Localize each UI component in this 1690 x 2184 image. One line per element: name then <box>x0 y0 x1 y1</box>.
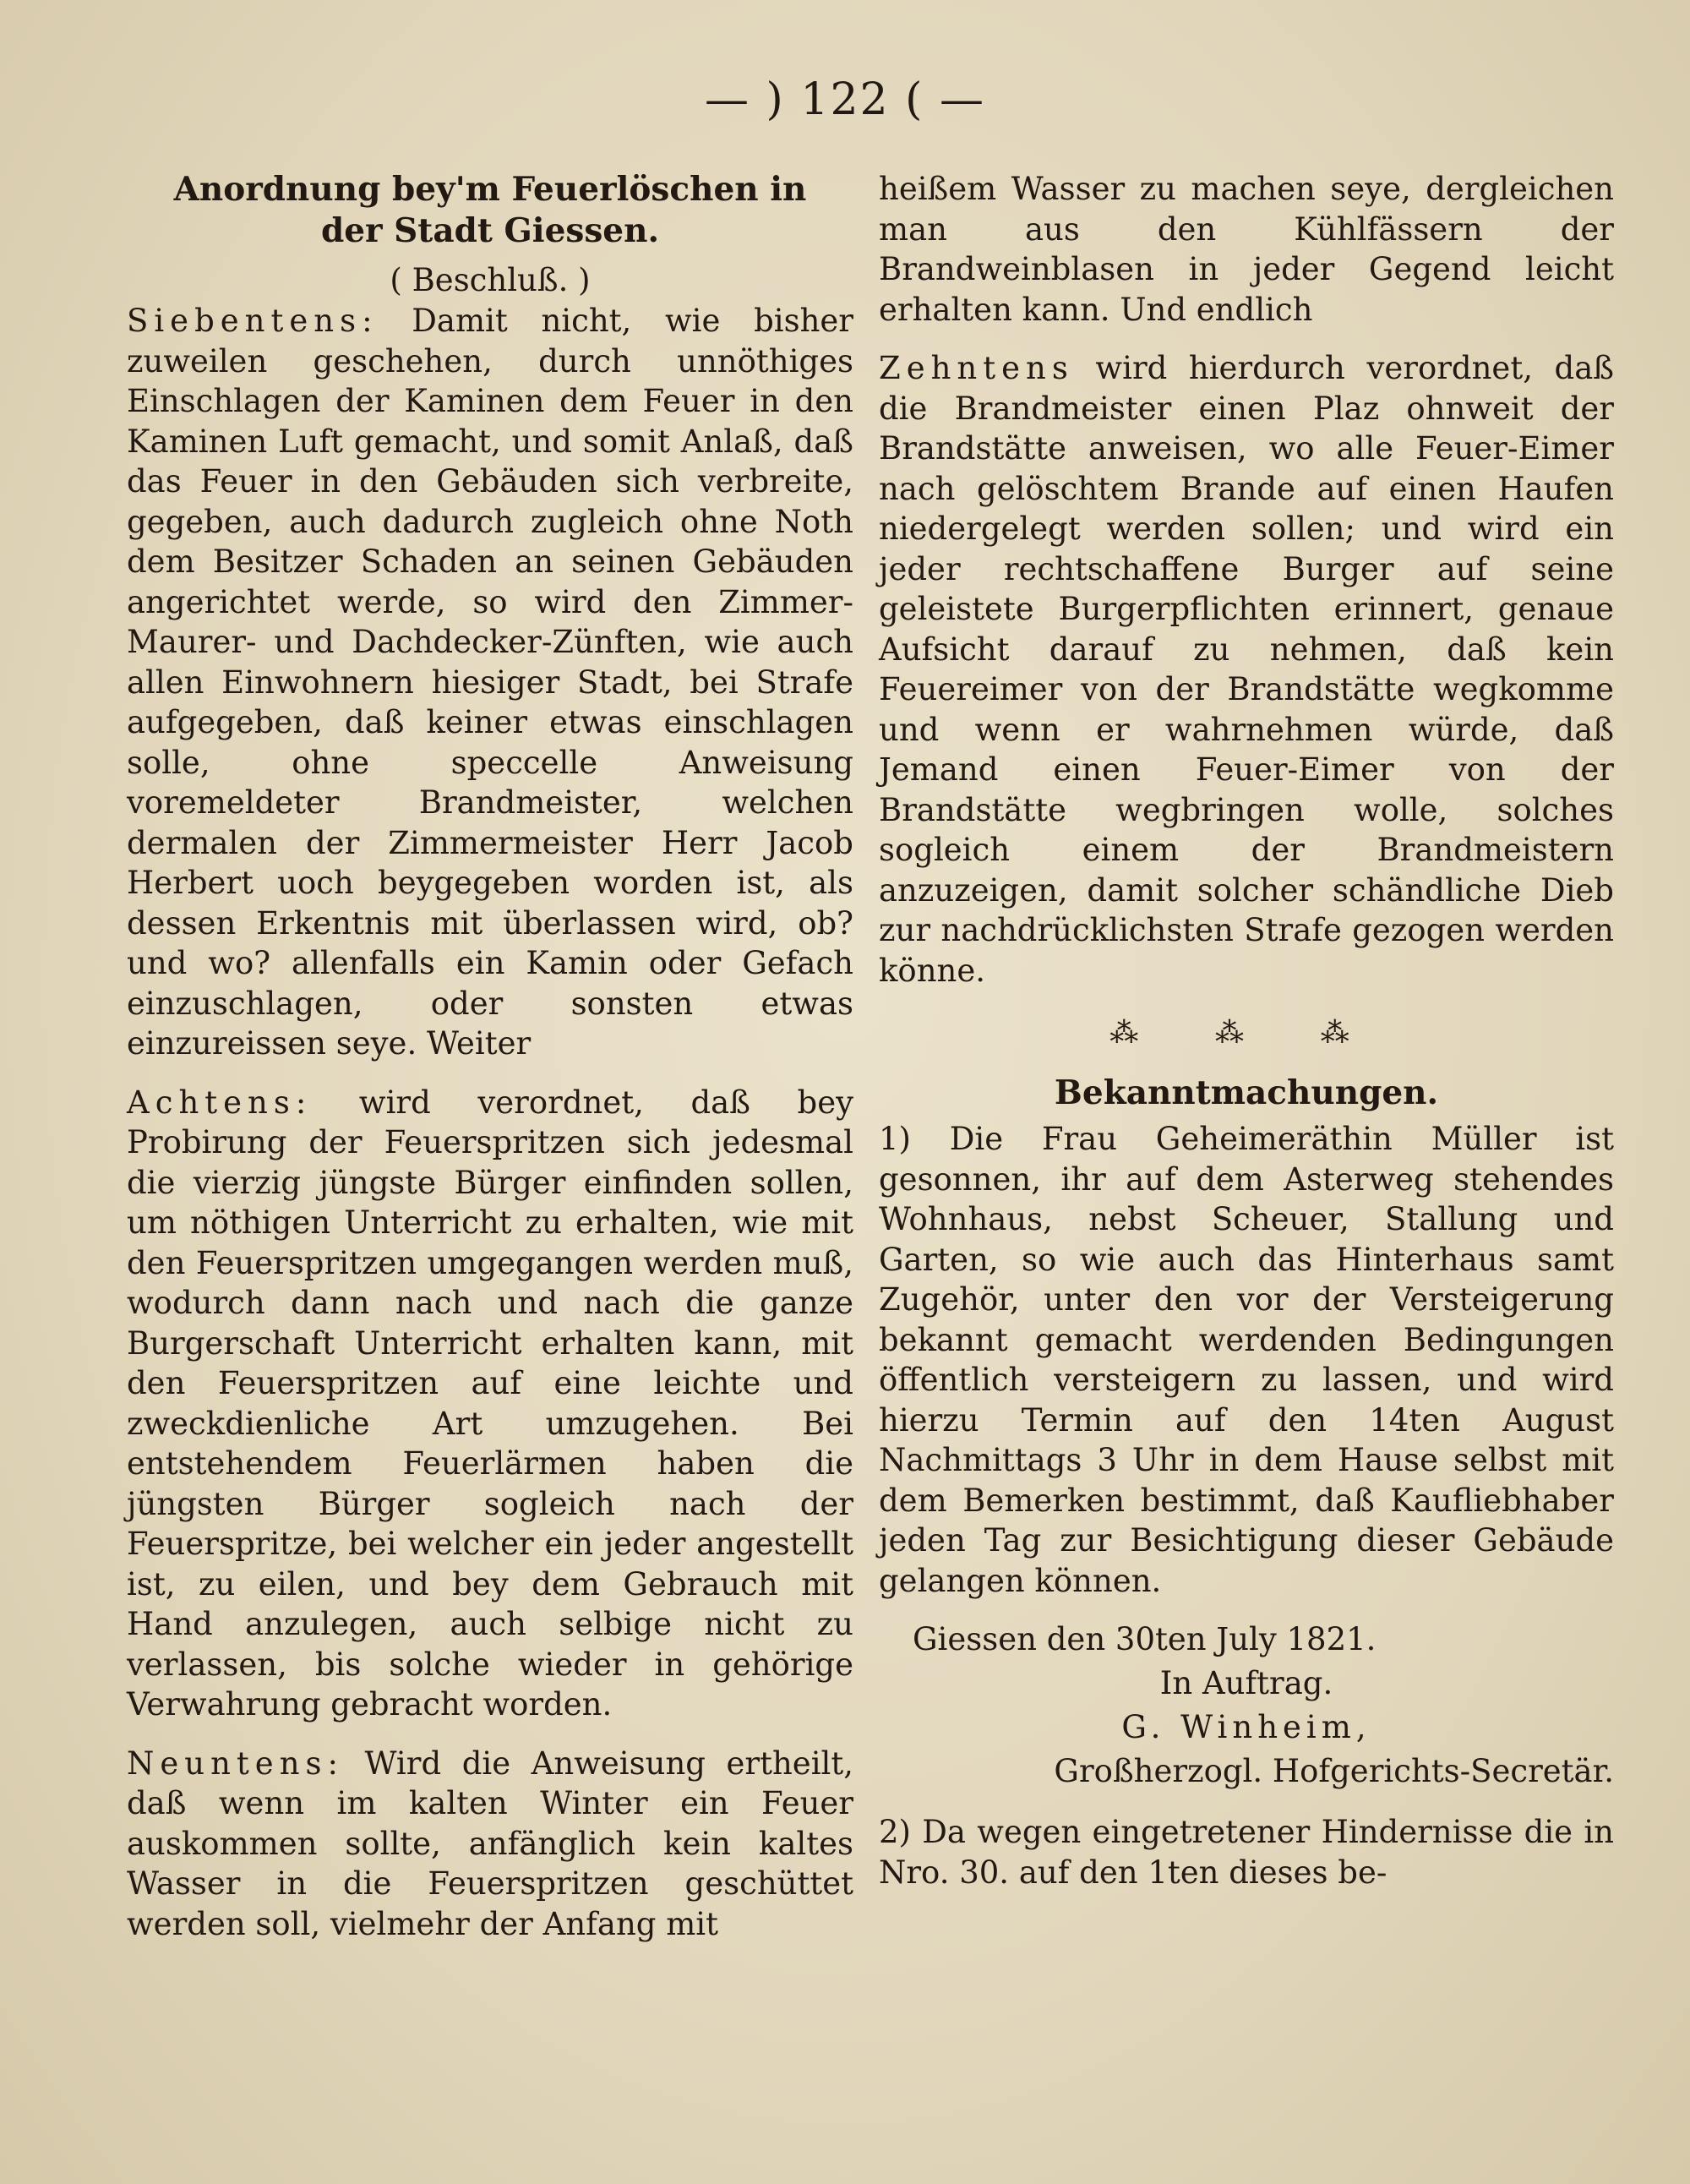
article-subheading: ( Beschluß. ) <box>390 262 591 298</box>
paragraph-neuntens <box>127 1744 853 1945</box>
announcement-1-date: Giessen den 30ten July 1821. <box>913 1621 1377 1657</box>
section-title-bekanntmachungen: Bekanntmachungen. <box>1054 1073 1439 1112</box>
announcement-1-signatory: G. Winheim, <box>1121 1709 1371 1745</box>
article-heading-line-1: Anordnung bey'm Feuerlöschen in <box>173 170 807 209</box>
paragraph-lead-siebentens: Siebentens: <box>127 303 379 339</box>
paragraph-continuation: heißem Wasser zu machen seye, dergleichen man aus den Kühlfässern der Brandweinblasen in jeder Gegend leicht erhalten kann. Und endlich <box>879 171 1614 328</box>
ornament-divider: ⁂ ⁂ ⁂ <box>1109 1016 1383 1050</box>
paragraph-siebentens <box>127 301 853 1064</box>
paragraph-text-achtens: wird verordnet, daß bey Probirung der Feuerspritzen sich jedesmal die vierzig jüngste Bürger einfinden sollen, um nöthigen Unterricht zu erhalten, wie mit den Feuerspritzen umgegangen werden muß, wodurch dann nach und nach die ganze Burgerschaft Unterricht erhalten kann, mit den Feuerspritzen auf eine leichte und zweckdienliche Art umzugehen. Bei entstehendem Feuerlärmen haben die jüngsten Bürger sogleich nach der Feuerspritze, bei welcher ein jeder angestellt ist, zu eilen, und bey dem Gebrauch mit Hand anzulegen, auch selbige nicht zu verlassen, bis solche wieder in gehörige Verwahrung gebracht worden. <box>127 1084 853 1723</box>
paragraph-zehntens <box>879 348 1614 991</box>
paragraph-lead-zehntens: Zehntens <box>879 350 1074 386</box>
paragraph-achtens <box>127 1083 853 1725</box>
paragraph-text-zehntens: wird hierdurch verordnet, daß die Brandmeister einen Plaz ohnweit der Brandstätte anweisen, wo alle Feuer-Eimer nach gelöschtem Brande auf einen Haufen niedergelegt werden sollen; und wird ein jeder rechtschaffene Burger auf seine geleistete Burgerpflichten erinnert, genaue Aufsicht darauf zu nehmen, daß kein Feuereimer von der Brandstätte wegkomme und wenn er wahrnehmen würde, daß Jemand einen Feuer-Eimer von der Brandstätte wegbringen wolle, solches sogleich einem der Brandmeistern anzuzeigen, damit solcher schändliche Dieb zur nachdrücklichsten Strafe gezogen werden könne. <box>879 350 1614 989</box>
announcement-1-signatory-title: Großherzogl. Hofgerichts-Secretär. <box>1054 1753 1614 1789</box>
paragraph-lead-achtens: Achtens: <box>127 1084 313 1121</box>
page-number: — ) 122 ( — <box>705 74 985 125</box>
right-column <box>879 169 1614 1892</box>
paragraph-text-siebentens: Damit nicht, wie bisher zuweilen geschehen, durch unnöthiges Einschlagen der Kaminen dem Feuer in den Kaminen Luft gemacht, und somit Anlaß, daß das Feuer in den Gebäuden sich verbreite, gegeben, auch dadurch zugleich ohne Noth dem Besitzer Schaden an seinen Gebäuden angerichtet werde, so wird den Zimmer- Maurer- und Dachdecker-Zünften, wie auch allen Einwohnern hiesiger Stadt, bei Strafe aufgegeben, daß keiner etwas einschlagen solle, ohne speccelle Anweisung voremeldeter Brandmeister, welchen dermalen der Zimmermeister Herr Jacob Herbert uoch beygegeben worden ist, als dessen Erkentnis mit überlassen wird, ob? und wo? allenfalls ein Kamin oder Gefach einzuschlagen, oder sonsten etwas einzureissen seye. Weiter <box>127 303 853 1062</box>
left-column <box>127 169 853 1944</box>
article-heading <box>127 169 853 252</box>
announcement-1-auftrag: In Auftrag. <box>1159 1665 1333 1701</box>
paragraph-lead-neuntens: Neuntens: <box>127 1744 344 1782</box>
paragraph-text-neuntens: Wird die Anweisung ertheilt, daß wenn im kalten Winter ein Feuer auskommen sollte, anfänglich kein kaltes Wasser in die Feuerspritzen geschüttet werden soll, vielmehr der Anfang mit <box>127 1744 853 1942</box>
announcement-2: 2) Da wegen eingetretener Hindernisse die in Nro. 30. auf den 1ten dieses be- <box>879 1814 1614 1891</box>
announcement-1: 1) Die Frau Geheimeräthin Müller ist gesonnen, ihr auf dem Asterweg stehendes Wohnhaus, nebst Scheuer, Stallung und Garten, so wie auch das Hinterhaus samt Zugehör, unter den vor der Versteigerung bekannt gemacht werdenden Bedingungen öffentlich versteigern zu lassen, und wird hierzu Termin auf den 14ten August Nachmittags 3 Uhr in dem Hause selbst mit dem Bemerken bestimmt, daß Kaufliebhaber jeden Tag zur Besichtigung dieser Gebäude gelangen können. <box>879 1121 1614 1599</box>
article-heading-line-2: der Stadt Giessen. <box>320 211 660 250</box>
